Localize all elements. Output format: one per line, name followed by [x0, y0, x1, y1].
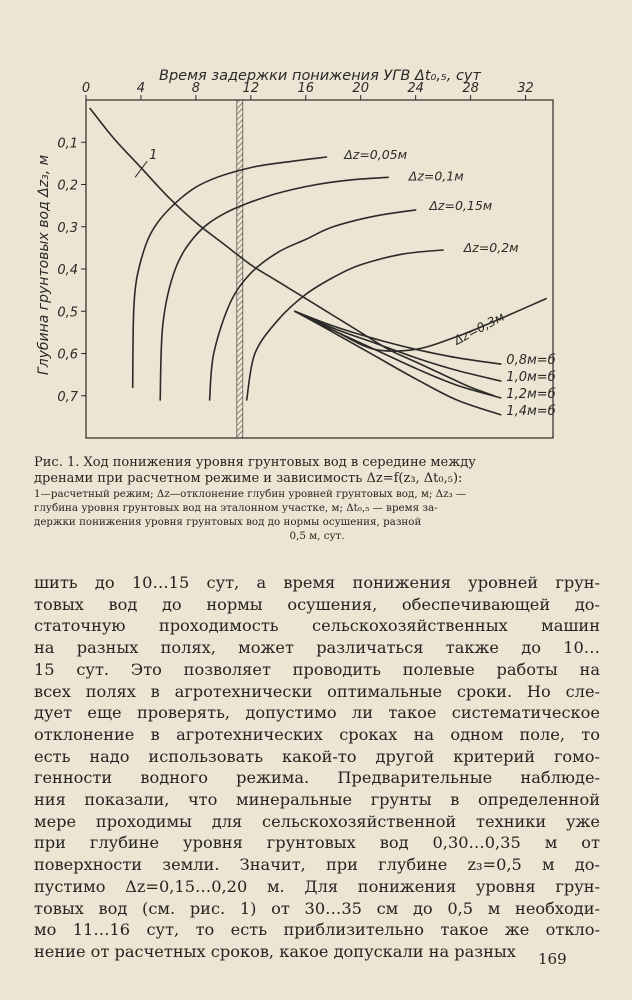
chart-title: Время задержки понижения УГВ Δt₀,₅, сут: [159, 68, 481, 84]
x-tick-label: 20: [352, 81, 369, 96]
y-tick-label: 0,1: [57, 136, 78, 152]
body-line: нение от расчетных сроков, какое допускали на разных: [34, 941, 516, 961]
series-label-2: Δz=0,1м: [408, 168, 464, 184]
body-line: есть надо использовать какой-то другой критерий гомо-: [34, 746, 600, 766]
x-tick-label: 12: [242, 81, 260, 96]
x-tick-label: 0: [81, 81, 91, 96]
figure-1-chart: [0, 0, 632, 450]
x-tick-label: 4: [136, 81, 146, 96]
body-line: отклонение в агротехнических сроках на одном поле, то: [34, 724, 600, 744]
series-label-1: Δz=0,05м: [344, 147, 408, 163]
caption-line: Рис. 1. Ход понижения уровня грунтовых вод в середине между: [34, 455, 476, 470]
series-label-9: 1,4м=б: [506, 403, 556, 419]
y-tick-label: 0,3: [57, 220, 78, 236]
x-tick-label: 32: [517, 81, 534, 96]
body-line: при глубине уровня грунтовых вод 0,30…0,35 м от: [34, 833, 600, 853]
series-label-3: Δz=0,15м: [429, 197, 493, 213]
body-line: пустимо Δz=0,15…0,20 м. Для понижения уровня грун-: [34, 876, 600, 896]
chart-y-axis-label: Глубина грунтовых вод Δz₃, м: [36, 154, 52, 376]
body-line: мере проходимы для сельскохозяйственной техники уже: [34, 811, 600, 831]
body-line: шить до 10…15 сут, а время понижения уровней грун-: [34, 573, 600, 592]
body-line: товых вод (см. рис. 1) от 30…35 см до 0,5 м необходи-: [34, 898, 600, 918]
y-tick-label: 0,7: [57, 389, 78, 405]
caption-line: глубина уровня грунтовых вод на эталонном участке, м; Δt₀,₅ — время за-: [34, 502, 438, 514]
y-tick-label: 0,6: [57, 347, 78, 363]
series-line-7: [295, 311, 501, 381]
series-line-2: [160, 177, 388, 400]
body-line: статочную проходимость сельскохозяйственных машин: [34, 616, 600, 636]
figure-caption: [34, 455, 600, 543]
body-line: ния показали, что минеральные грунты в определенной: [34, 790, 600, 810]
x-tick-label: 24: [407, 81, 424, 96]
series-label-8: 1,2м=б: [506, 386, 556, 402]
series-label-4: Δz=0,2м: [463, 240, 519, 256]
caption-line: 0,5 м, сут.: [289, 530, 345, 542]
body-line: товых вод до нормы осушения, обеспечивающей до-: [34, 594, 600, 614]
body-line: генности водного режима. Предварительные наблюде-: [34, 768, 600, 788]
y-tick-label: 0,2: [57, 178, 78, 194]
x-tick-label: 8: [191, 81, 201, 96]
series-label-5: Δz=0,3м: [451, 308, 507, 348]
body-line: 15 сут. Это позволяет проводить полевые работы на: [34, 659, 600, 679]
body-line: всех полях в агротехнически оптимальные сроки. Но сле-: [34, 681, 600, 701]
page-number: 169: [538, 950, 567, 968]
body-line: на разных полях, может различаться также до 10…: [34, 638, 600, 658]
series-label-0: 1: [149, 148, 158, 164]
hatched-vertical-line: [237, 100, 243, 438]
y-tick-label: 0,4: [57, 263, 78, 278]
y-tick-label: 0,5: [57, 305, 78, 321]
caption-line: 1—расчетный режим; Δz—отклонение глубин уровней грунтовых вод, м; Δz₃ —: [34, 488, 467, 500]
x-tick-label: 16: [297, 81, 315, 96]
body-line: дует еще проверять, допустимо ли такое систематическое: [34, 703, 600, 723]
caption-line: держки понижения уровня грунтовых вод до нормы осушения, разной: [34, 516, 422, 528]
body-paragraph: [34, 572, 600, 963]
body-line: мо 11…16 сут, то есть приблизительно такое же откло-: [34, 920, 600, 940]
chart-svg: [0, 0, 632, 450]
x-tick-label: 28: [462, 81, 479, 96]
body-line: поверхности земли. Значит, при глубине z₃=0,5 м до-: [34, 855, 600, 875]
series-label-7: 1,0м=б: [506, 369, 556, 385]
caption-line: дренами при расчетном режиме и зависимость Δz=f(z₃, Δt₀,₅):: [34, 471, 463, 486]
series-label-6: 0,8м=б: [506, 353, 556, 369]
